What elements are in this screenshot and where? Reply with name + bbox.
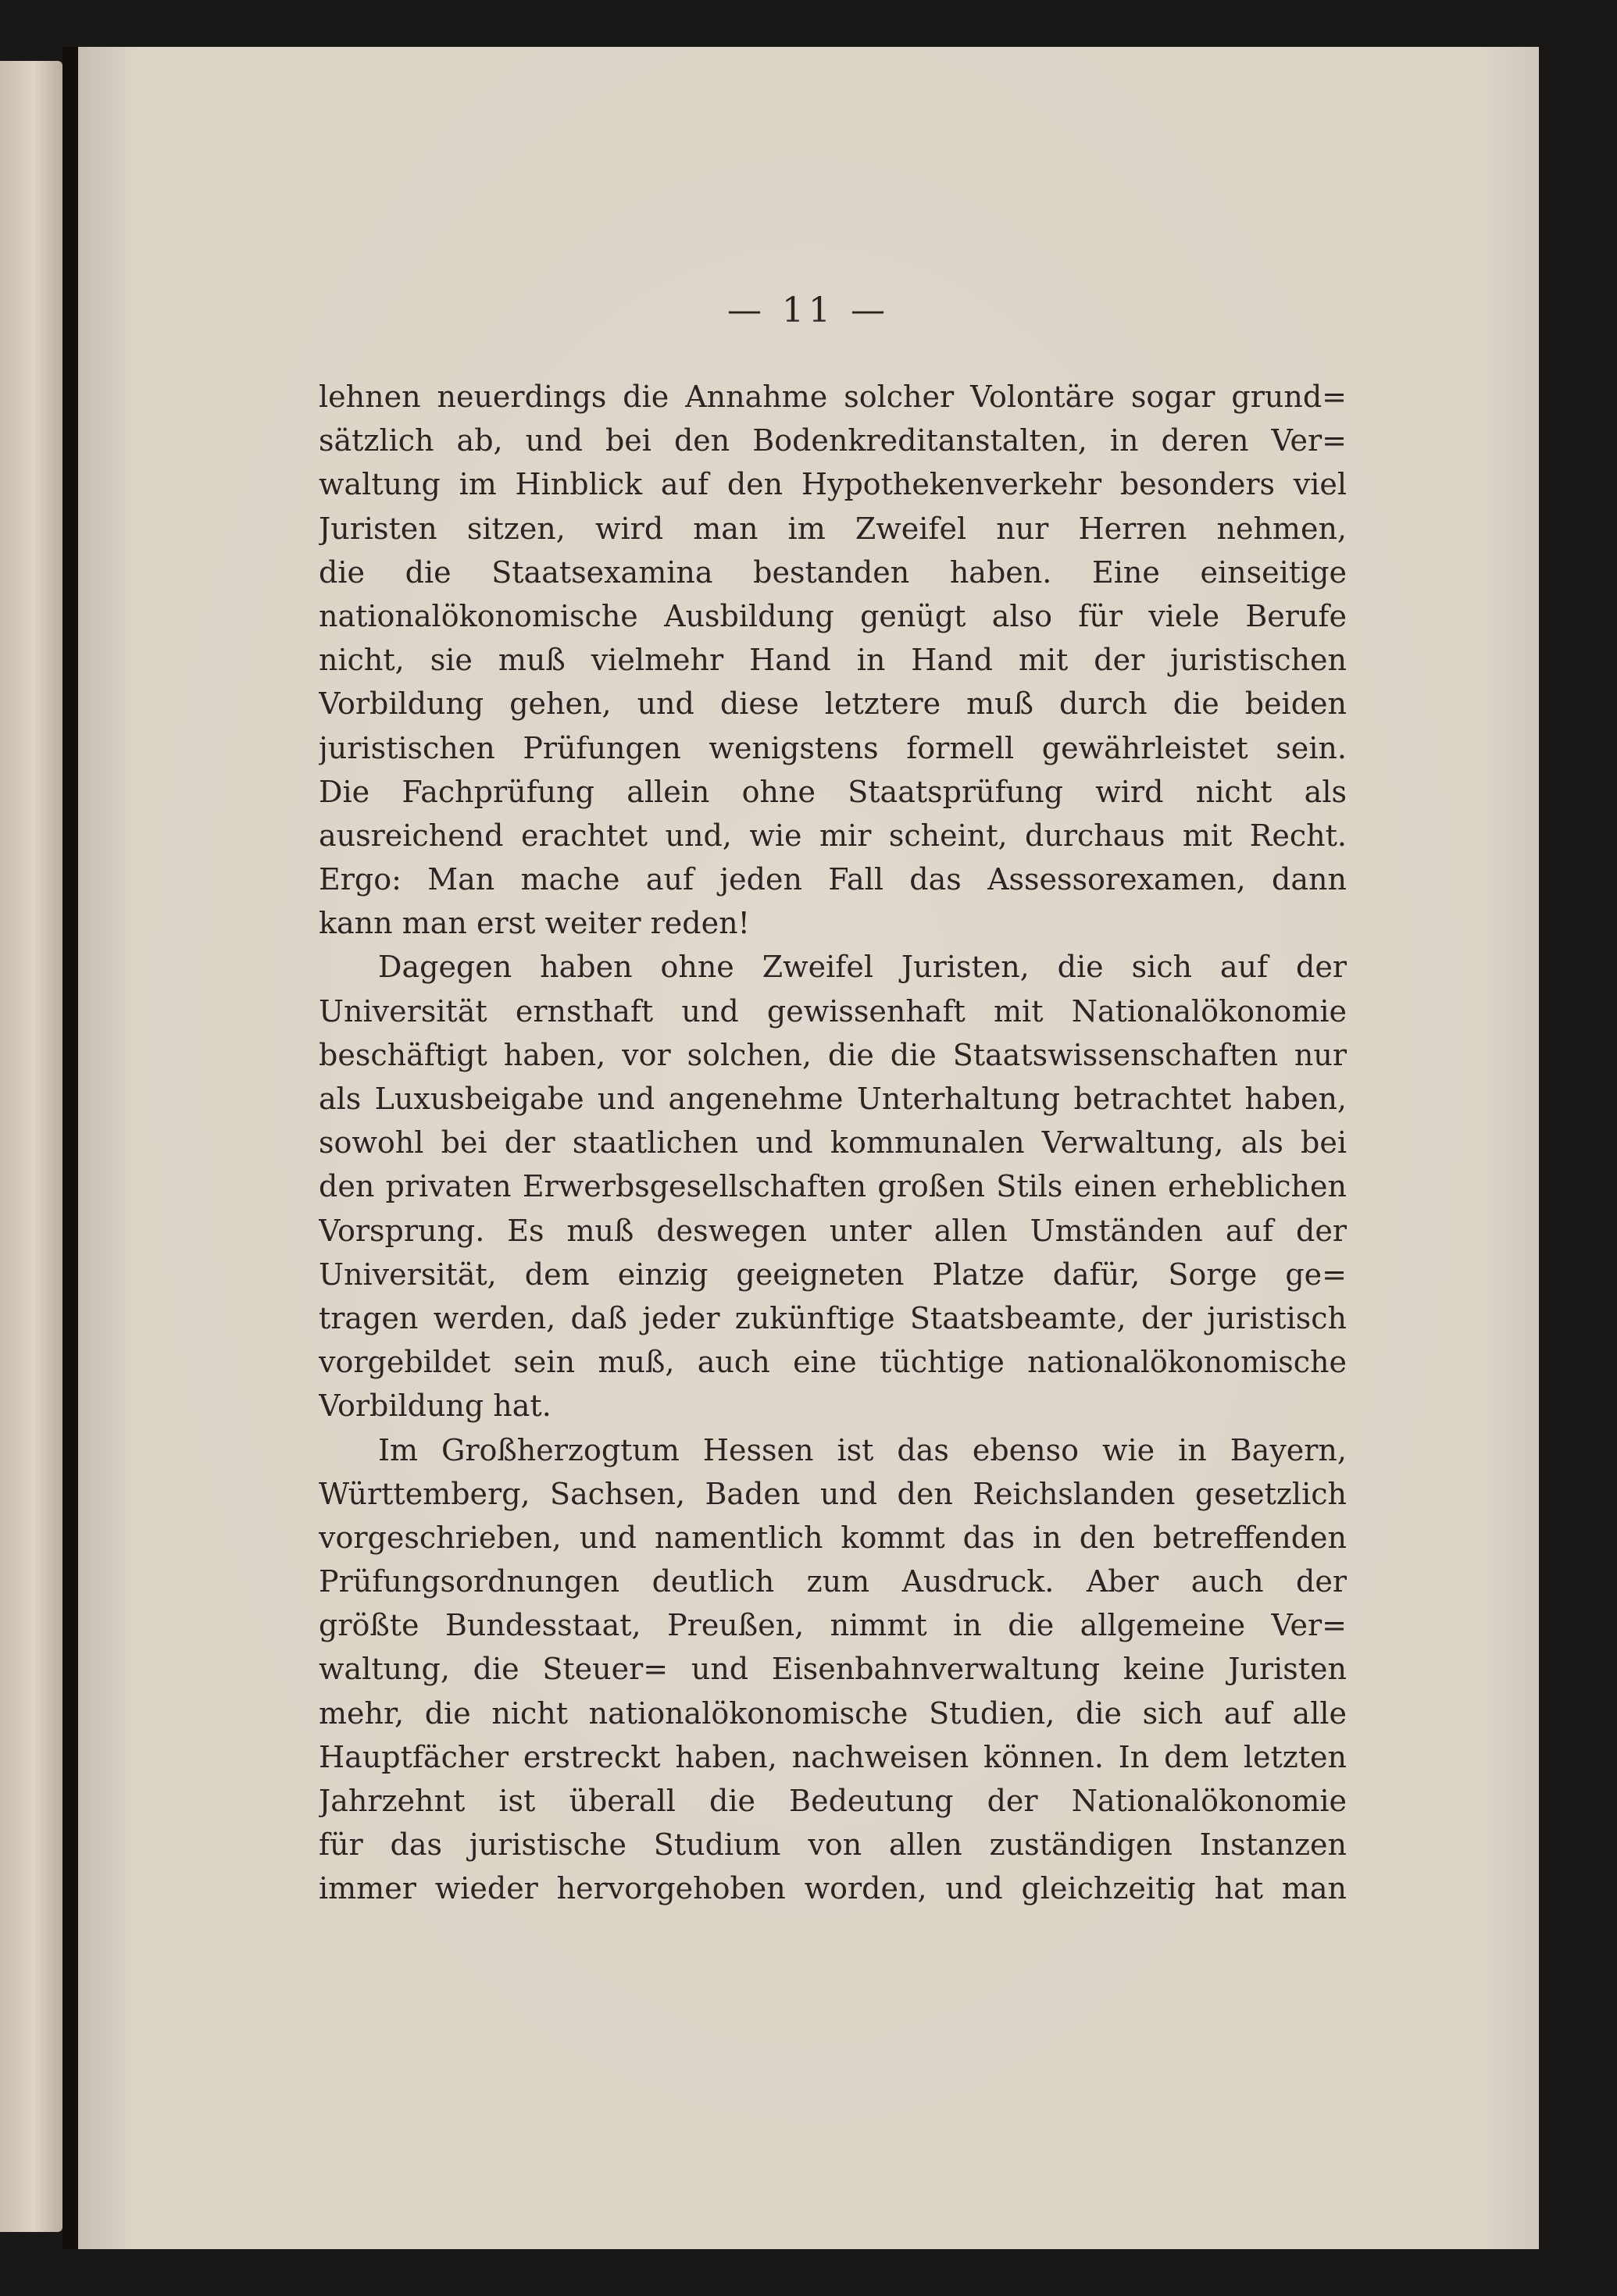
text-line: Ergo: Man mache auf jeden Fall das Assessorexamen, dann bbox=[319, 862, 1347, 897]
book-page bbox=[78, 47, 1539, 2249]
text-line: waltung im Hinblick auf den Hypothekenverkehr besonders viel bbox=[319, 467, 1347, 502]
text-line: juristischen Prüfungen wenigstens formell gewährleistet sein. bbox=[319, 730, 1347, 765]
text-line: Württemberg, Sachsen, Baden und den Reichslanden gesetzlich bbox=[319, 1476, 1347, 1511]
text-line: Prüfungsordnungen deutlich zum Ausdruck. Aber auch der bbox=[319, 1564, 1347, 1599]
text-line: vorgeschrieben, und namentlich kommt das in den betreffenden bbox=[319, 1520, 1347, 1555]
text-line: nationalökonomische Ausbildung genügt also für viele Berufe bbox=[319, 598, 1347, 633]
text-line: Universität, dem einzig geeigneten Platze dafür, Sorge ge= bbox=[319, 1257, 1347, 1292]
text-line-paragraph-end: kann man erst weiter reden! bbox=[319, 906, 750, 941]
text-line: Universität ernsthaft und gewissenhaft mit Nationalökonomie bbox=[319, 993, 1347, 1029]
left-page-edge bbox=[0, 61, 62, 2232]
text-line: Die Fachprüfung allein ohne Staatsprüfung wird nicht als bbox=[319, 774, 1347, 809]
page-number: — 11 — bbox=[727, 291, 890, 330]
text-line-paragraph-start: Im Großherzogtum Hessen ist das ebenso wie in Bayern, bbox=[378, 1432, 1347, 1467]
text-line: Juristen sitzen, wird man im Zweifel nur Herren nehmen, bbox=[319, 511, 1347, 546]
text-line: Jahrzehnt ist überall die Bedeutung der Nationalökonomie bbox=[319, 1784, 1347, 1818]
book-gutter bbox=[62, 47, 78, 2249]
text-line: sowohl bei der staatlichen und kommunalen Verwaltung, als bei bbox=[319, 1125, 1347, 1160]
body-text bbox=[319, 375, 1347, 1911]
text-line: nicht, sie muß vielmehr Hand in Hand mit der juristischen bbox=[319, 643, 1347, 678]
text-line: den privaten Erwerbsgesellschaften großen Stils einen erheblichen bbox=[319, 1169, 1347, 1204]
text-line-paragraph-start: Dagegen haben ohne Zweifel Juristen, die sich auf der bbox=[378, 950, 1347, 985]
text-line: Hauptfächer erstreckt haben, nachweisen können. In dem letzten bbox=[319, 1739, 1347, 1774]
text-line: größte Bundesstaat, Preußen, nimmt in die allgemeine Ver= bbox=[319, 1608, 1347, 1643]
text-line: sätzlich ab, und bei den Bodenkreditanstalten, in deren Ver= bbox=[319, 423, 1347, 458]
text-line: Vorsprung. Es muß deswegen unter allen Umständen auf der bbox=[319, 1213, 1347, 1248]
text-line: ausreichend erachtet und, wie mir scheint, durchaus mit Recht. bbox=[319, 818, 1347, 853]
text-line: tragen werden, daß jeder zukünftige Staatsbeamte, der juristisch bbox=[319, 1300, 1347, 1335]
text-line: vorgebildet sein muß, auch eine tüchtige nationalökonomische bbox=[319, 1345, 1347, 1380]
text-line: immer wieder hervorgehoben worden, und gleichzeitig hat man bbox=[319, 1871, 1347, 1906]
text-line: Vorbildung gehen, und diese letztere muß durch die beiden bbox=[319, 686, 1347, 722]
text-line: für das juristische Studium von allen zuständigen Instanzen bbox=[319, 1827, 1347, 1863]
text-line: mehr, die nicht nationalökonomische Studien, die sich auf alle bbox=[319, 1695, 1347, 1731]
text-line: die die Staatsexamina bestanden haben. Eine einseitige bbox=[319, 554, 1347, 590]
text-line: waltung, die Steuer= und Eisenbahnverwaltung keine Juristen bbox=[319, 1652, 1347, 1687]
text-line: beschäftigt haben, vor solchen, die die Staatswissenschaften nur bbox=[319, 1037, 1347, 1072]
text-line: als Luxusbeigabe und angenehme Unterhaltung betrachtet haben, bbox=[319, 1082, 1347, 1116]
text-line-paragraph-end: Vorbildung hat. bbox=[319, 1389, 551, 1424]
text-line: lehnen neuerdings die Annahme solcher Volontäre sogar grund= bbox=[319, 380, 1347, 414]
